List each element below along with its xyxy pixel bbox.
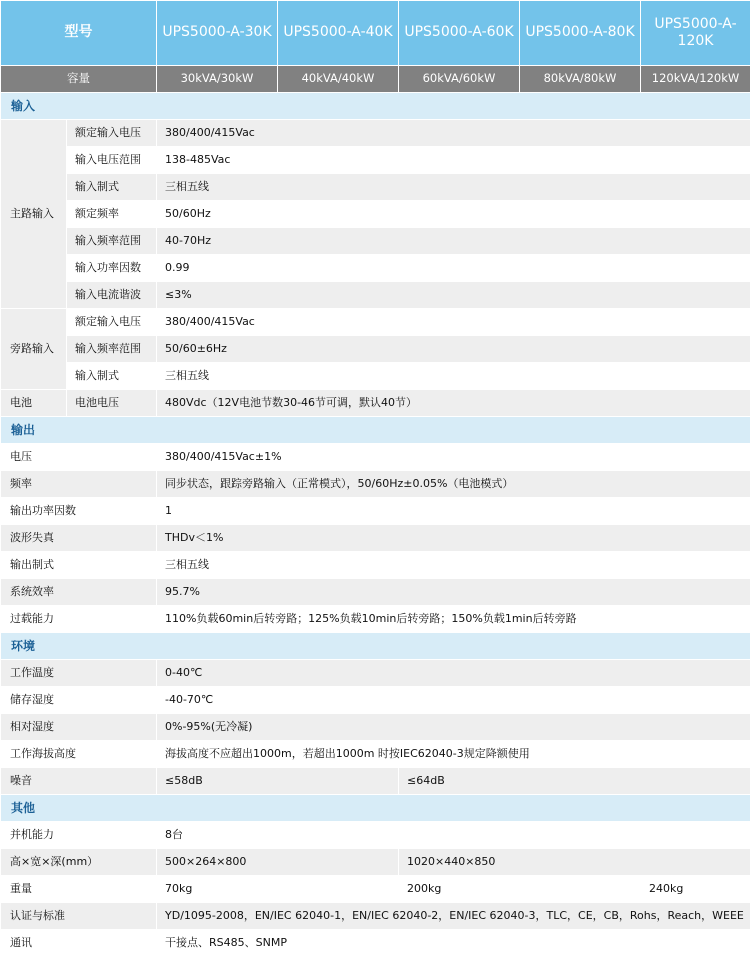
table-row — [1, 714, 750, 741]
table-row — [1, 768, 750, 795]
section-output — [1, 417, 750, 444]
param-label: 输出制式 — [1, 552, 157, 579]
table-row — [1, 444, 750, 471]
model-cell: UPS5000-A-40K — [278, 1, 399, 66]
model-label: 型号 — [1, 1, 157, 66]
table-row — [1, 687, 750, 714]
param-label: 输入频率范围 — [67, 228, 157, 255]
param-label: 工作温度 — [1, 660, 157, 687]
param-label: 重量 — [1, 876, 157, 903]
param-value: 50/60Hz — [157, 201, 750, 228]
table-row — [1, 579, 750, 606]
model-cell: UPS5000-A-60K — [399, 1, 520, 66]
param-label: 额定频率 — [67, 201, 157, 228]
param-label: 输入电流谐波 — [67, 282, 157, 309]
capacity-cell: 40kVA/40kW — [278, 66, 399, 93]
param-label: 工作海拔高度 — [1, 741, 157, 768]
param-value: ≤64dB — [399, 768, 750, 795]
param-value: 三相五线 — [157, 174, 750, 201]
param-value: 40-70Hz — [157, 228, 750, 255]
param-label: 储存湿度 — [1, 687, 157, 714]
capacity-label: 容量 — [1, 66, 157, 93]
table-row — [1, 930, 750, 957]
capacity-cell: 80kVA/80kW — [520, 66, 641, 93]
param-value: ≤58dB — [157, 768, 399, 795]
param-label: 输入功率因数 — [67, 255, 157, 282]
group-bypass-input: 旁路输入 — [1, 309, 67, 390]
table-row — [1, 174, 750, 201]
param-label: 额定输入电压 — [67, 120, 157, 147]
table-row — [1, 741, 750, 768]
table-row — [1, 120, 750, 147]
param-value: 380/400/415Vac — [157, 309, 750, 336]
table-row — [1, 228, 750, 255]
param-value: 380/400/415Vac±1% — [157, 444, 750, 471]
section-title: 输入 — [1, 93, 750, 120]
param-label: 频率 — [1, 471, 157, 498]
param-value: THDv＜1% — [157, 525, 750, 552]
param-label: 系统效率 — [1, 579, 157, 606]
param-label: 输入频率范围 — [67, 336, 157, 363]
section-title: 其他 — [1, 795, 750, 822]
capacity-cell: 60kVA/60kW — [399, 66, 520, 93]
param-value: -40-70℃ — [157, 687, 750, 714]
table-row — [1, 282, 750, 309]
param-value: 480Vdc（12V电池节数30-46节可调，默认40节） — [157, 390, 750, 417]
param-value: 0-40℃ — [157, 660, 750, 687]
param-value: 70kg — [157, 876, 399, 903]
table-row — [1, 876, 750, 903]
table-row — [1, 201, 750, 228]
model-cell: UPS5000-A-120K — [641, 1, 750, 66]
table-row — [1, 471, 750, 498]
param-value: 三相五线 — [157, 363, 750, 390]
section-environment — [1, 633, 750, 660]
capacity-row — [1, 66, 750, 93]
param-value: 1 — [157, 498, 750, 525]
model-cell: UPS5000-A-80K — [520, 1, 641, 66]
table-row — [1, 498, 750, 525]
table-row — [1, 849, 750, 876]
param-value: 干接点、RS485、SNMP — [157, 930, 750, 957]
param-value: 95.7% — [157, 579, 750, 606]
param-label: 输入电压范围 — [67, 147, 157, 174]
table-row — [1, 660, 750, 687]
param-value: 380/400/415Vac — [157, 120, 750, 147]
capacity-cell: 120kVA/120kW — [641, 66, 750, 93]
param-label: 认证与标准 — [1, 903, 157, 930]
table-row — [1, 147, 750, 174]
param-label: 输出功率因数 — [1, 498, 157, 525]
table-row — [1, 309, 750, 336]
param-value: 200kg — [399, 876, 641, 903]
param-value: 1020×440×850 — [399, 849, 750, 876]
table-row — [1, 552, 750, 579]
param-label: 额定输入电压 — [67, 309, 157, 336]
section-input — [1, 93, 750, 120]
param-value: 500×264×800 — [157, 849, 399, 876]
group-battery: 电池 — [1, 390, 67, 417]
param-label: 输入制式 — [67, 363, 157, 390]
param-label: 高×宽×深(mm） — [1, 849, 157, 876]
table-row — [1, 363, 750, 390]
table-row — [1, 390, 750, 417]
param-label: 相对湿度 — [1, 714, 157, 741]
param-value: 同步状态，跟踪旁路输入（正常模式），50/60Hz±0.05%（电池模式） — [157, 471, 750, 498]
param-value: 240kg — [641, 876, 750, 903]
param-value: 8台 — [157, 822, 750, 849]
model-cell: UPS5000-A-30K — [157, 1, 278, 66]
param-value: 110%负载60min后转旁路；125%负载10min后转旁路；150%负载1min后转旁路 — [157, 606, 750, 633]
param-value: 138-485Vac — [157, 147, 750, 174]
table-row — [1, 822, 750, 849]
table-row — [1, 903, 750, 930]
table-row — [1, 606, 750, 633]
table-row — [1, 336, 750, 363]
param-value: 0.99 — [157, 255, 750, 282]
param-value: 50/60±6Hz — [157, 336, 750, 363]
table-row — [1, 525, 750, 552]
param-label: 通讯 — [1, 930, 157, 957]
capacity-cell: 30kVA/30kW — [157, 66, 278, 93]
param-label: 电池电压 — [67, 390, 157, 417]
param-label: 过载能力 — [1, 606, 157, 633]
param-value: 0%-95%(无冷凝) — [157, 714, 750, 741]
section-title: 输出 — [1, 417, 750, 444]
section-title: 环境 — [1, 633, 750, 660]
param-value: 三相五线 — [157, 552, 750, 579]
table-row — [1, 255, 750, 282]
param-label: 噪音 — [1, 768, 157, 795]
group-main-input: 主路输入 — [1, 120, 67, 309]
param-label: 电压 — [1, 444, 157, 471]
param-label: 并机能力 — [1, 822, 157, 849]
param-label: 输入制式 — [67, 174, 157, 201]
param-label: 波形失真 — [1, 525, 157, 552]
model-header-row — [1, 1, 750, 66]
param-value: 海拔高度不应超出1000m，若超出1000m 时按IEC62040-3规定降额使用 — [157, 741, 750, 768]
param-value: ≤3% — [157, 282, 750, 309]
param-value: YD/1095-2008，EN/IEC 62040-1，EN/IEC 62040-2，EN/IEC 62040-3，TLC，CE，CB，Rohs，Reach，WEEE — [157, 903, 750, 930]
section-other — [1, 795, 750, 822]
